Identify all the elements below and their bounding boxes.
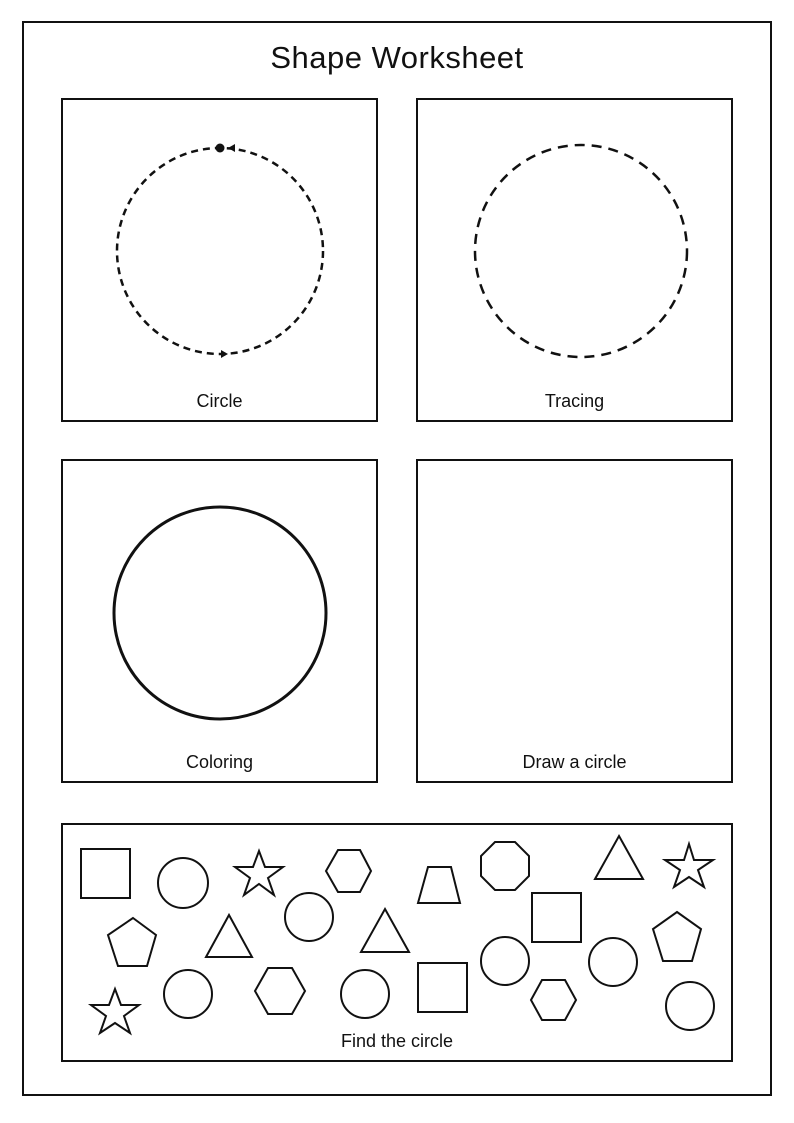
find-the-circle-panel: [61, 823, 733, 1062]
square-shape[interactable]: [532, 893, 581, 942]
arrow-right-icon: [221, 350, 228, 358]
square-shape[interactable]: [418, 963, 467, 1012]
star-shape[interactable]: [665, 844, 713, 887]
circle-shape[interactable]: [164, 970, 212, 1018]
circle-shape[interactable]: [158, 858, 208, 908]
circle-shape[interactable]: [285, 893, 333, 941]
start-dot-icon: [216, 144, 225, 153]
triangle-shape[interactable]: [595, 836, 643, 879]
circle-shape[interactable]: [666, 982, 714, 1030]
dashed-circle-with-arrows: [63, 100, 376, 420]
tracing-panel[interactable]: [416, 98, 733, 422]
pentagon-shape[interactable]: [108, 918, 156, 966]
star-shape[interactable]: [235, 851, 283, 895]
panel-label-coloring: Coloring: [185, 752, 254, 772]
shapes-field: [63, 825, 731, 1060]
arrow-left-icon: [228, 144, 235, 152]
triangle-shape[interactable]: [206, 915, 252, 957]
circle-shape[interactable]: [481, 937, 529, 985]
pentagon-shape[interactable]: [653, 912, 701, 961]
octagon-shape[interactable]: [481, 842, 529, 890]
page-title: Shape Worksheet: [270, 40, 524, 75]
panel-label-circle: Circle: [196, 391, 243, 411]
panel-label-tracing: Tracing: [544, 391, 605, 411]
coloring-panel[interactable]: [61, 459, 378, 783]
circle-demo-panel: [61, 98, 378, 422]
star-shape[interactable]: [91, 989, 139, 1033]
draw-panel[interactable]: [416, 459, 733, 783]
trapezoid-shape[interactable]: [418, 867, 460, 903]
triangle-shape[interactable]: [361, 909, 409, 952]
hexagon-shape[interactable]: [326, 850, 371, 892]
coloring-circle: [63, 461, 376, 781]
hexagon-shape[interactable]: [531, 980, 576, 1020]
circle-shape[interactable]: [589, 938, 637, 986]
hexagon-shape[interactable]: [255, 968, 305, 1014]
tracing-dashed-circle: [418, 100, 731, 420]
panel-label-draw: Draw a circle: [522, 752, 627, 772]
square-shape[interactable]: [81, 849, 130, 898]
panel-label-find: Find the circle: [340, 1031, 454, 1051]
circle-shape[interactable]: [341, 970, 389, 1018]
